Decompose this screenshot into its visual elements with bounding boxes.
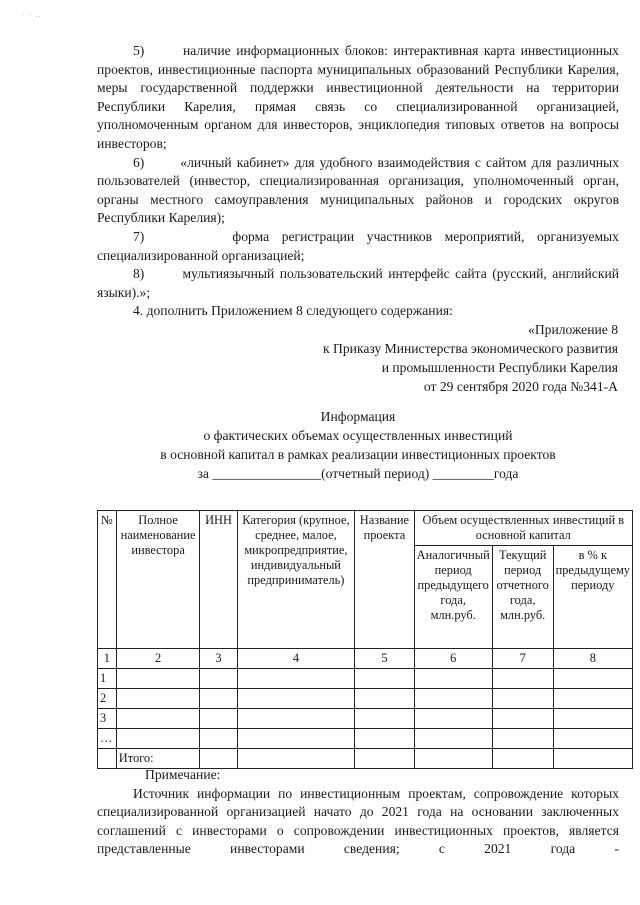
header-analog-period: Аналогичный период предыдущего года, млн.руб. bbox=[414, 546, 492, 649]
list-item-5 bbox=[97, 42, 619, 154]
document-title bbox=[97, 407, 619, 483]
item-4: 4. дополнить Приложением 8 следующего содержания: bbox=[133, 303, 453, 319]
list-item-7 bbox=[97, 228, 619, 265]
header-category: Категория (крупное, среднее, малое, микропредприятие, индивидуальный предприниматель) bbox=[237, 511, 355, 649]
column-number-row bbox=[98, 649, 633, 669]
list-item-number: 5) bbox=[133, 43, 145, 58]
col-number: 6 bbox=[414, 649, 492, 669]
appendix-line-4: от 29 сентября 2020 года №341-А bbox=[423, 379, 618, 394]
list-item-text: форма регистрации участников мероприятий, организуемых специализированной организацией; bbox=[97, 228, 619, 263]
row-number: 2 bbox=[98, 689, 117, 709]
list-item-8 bbox=[97, 265, 619, 302]
list-item-number: 7) bbox=[133, 228, 145, 244]
investment-table bbox=[97, 510, 633, 769]
header-current-period: Текущий период отчетного года, млн.руб. bbox=[492, 546, 553, 649]
list-item-text: наличие информационных блоков: интерактивная карта инвестиционных проектов, инвестиционные паспорта муниципальных образований Республики Карелия, меры государственной поддержки инвестиционной деятельности на территории Республики Карелия, прямая связь со специализированной организацией, уполномоченным органом для инвесторов, энциклопедия типовых ответов на вопросы инвесторов; bbox=[97, 43, 619, 151]
note-block bbox=[97, 766, 619, 859]
header-investor-name: Полное наименование инвестора bbox=[116, 511, 200, 649]
appendix-header bbox=[323, 320, 618, 396]
col-number: 5 bbox=[355, 649, 414, 669]
col-number: 4 bbox=[237, 649, 355, 669]
list-item-text: «личный кабинет» для удобного взаимодействия с сайтом для различных пользователей (инвестор, специализированная организация, уполномоченный орган, органы местного самоуправления муниципальных районов и городских округов Республики Карелия); bbox=[97, 154, 619, 226]
appendix-line-1: «Приложение 8 bbox=[528, 322, 618, 337]
list-item-6 bbox=[97, 154, 619, 228]
header-inn: ИНН bbox=[200, 511, 237, 649]
header-row bbox=[98, 511, 633, 546]
col-number: 7 bbox=[492, 649, 553, 669]
scan-mark: · · .. bbox=[22, 10, 42, 19]
list-block bbox=[97, 42, 619, 321]
table-row bbox=[98, 729, 633, 749]
col-number: 8 bbox=[553, 649, 632, 669]
title-line-1: Информация bbox=[320, 409, 396, 424]
title-line-4: за ________________(отчетный период) _________года bbox=[197, 466, 519, 481]
list-item-number: 8) bbox=[133, 266, 145, 282]
appendix-line-3: и промышленности Республики Карелия bbox=[381, 360, 618, 375]
list-item-text: мультиязычный пользовательский интерфейс сайта (русский, английский языки).»; bbox=[97, 266, 619, 300]
note-label: Примечание: bbox=[145, 767, 221, 782]
table-row bbox=[98, 689, 633, 709]
col-number: 3 bbox=[200, 649, 237, 669]
header-volume: Объем осуществленных инвестиций в основной капитал bbox=[414, 511, 632, 546]
note-text: Источник информации по инвестиционным проектам, сопровождение которых специализированной организацией начато до 2021 года на основании заключенных соглашений с инвесторами о сопровождении инвестиционных проектов, является представленные инвесторами сведения; с 2021 года - bbox=[97, 785, 619, 857]
header-percent: в % к предыдущему периоду bbox=[553, 546, 632, 649]
col-number: 2 bbox=[116, 649, 200, 669]
appendix-line-2: к Приказу Министерства экономического развития bbox=[323, 341, 618, 356]
table-row bbox=[98, 669, 633, 689]
row-number: … bbox=[98, 729, 117, 749]
list-item-number: 6) bbox=[133, 154, 145, 170]
title-line-2: о фактических объемах осуществленных инвестиций bbox=[203, 428, 513, 443]
table-row bbox=[98, 709, 633, 729]
row-number: 3 bbox=[98, 709, 117, 729]
header-num: № bbox=[98, 511, 117, 649]
total-label: Итого: bbox=[116, 749, 200, 769]
col-number: 1 bbox=[98, 649, 117, 669]
row-number: 1 bbox=[98, 669, 117, 689]
title-line-3: в основной капитал в рамках реализации инвестиционных проектов bbox=[160, 447, 556, 462]
header-project: Название проекта bbox=[355, 511, 414, 649]
